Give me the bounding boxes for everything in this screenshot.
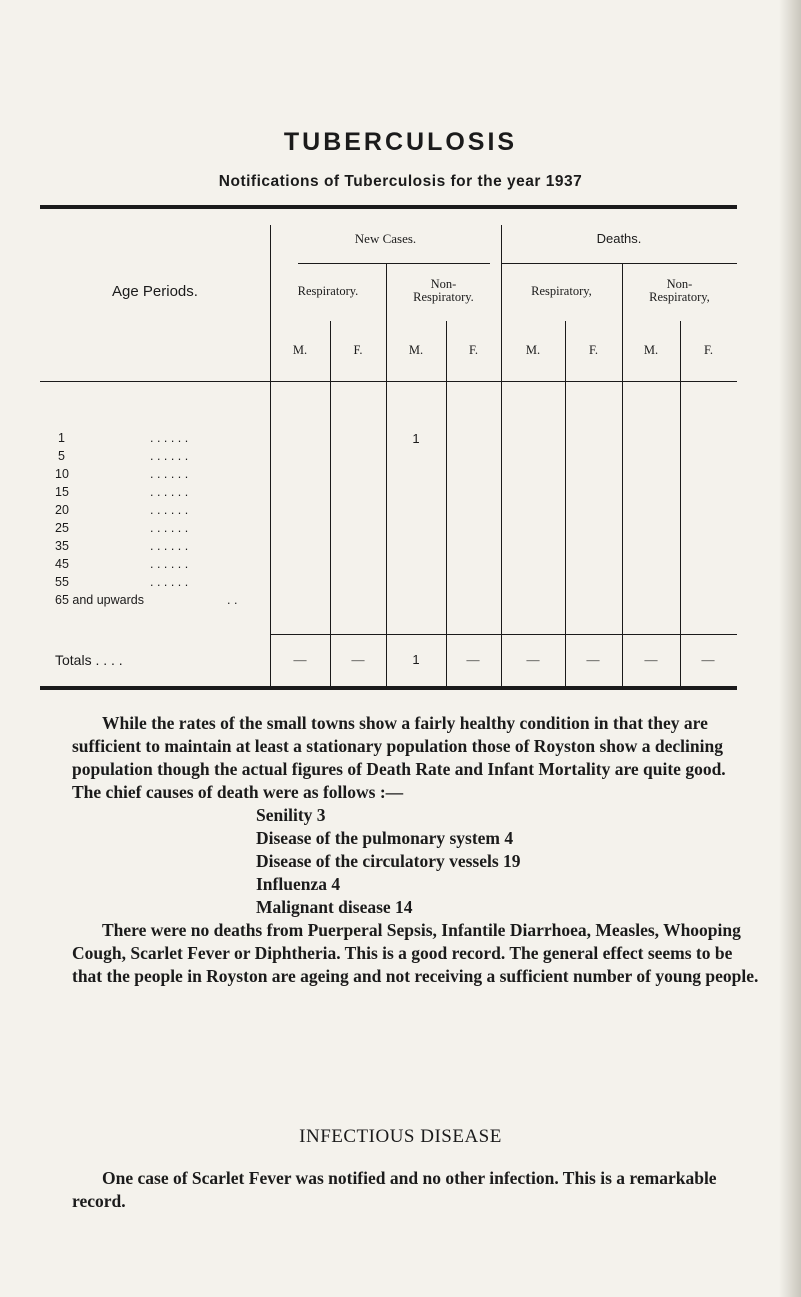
total-cell: — — [701, 652, 715, 667]
table-cell-value: 1 — [412, 431, 420, 446]
total-cell: — — [466, 652, 480, 667]
respiratory-deaths-header: Respiratory, — [531, 284, 592, 298]
leader-dots: . . . . . . — [150, 557, 189, 571]
table-bottom-rule — [40, 686, 737, 690]
leader-dots: . . . . . . — [150, 431, 189, 445]
age-period-row: 25 — [55, 521, 69, 535]
body-text — [72, 712, 762, 988]
sex-header: F. — [703, 343, 714, 357]
leader-dots: . . . . . . — [150, 467, 189, 481]
total-cell: — — [644, 652, 658, 667]
paragraph-no-deaths: There were no deaths from Puerperal Sepsis, Infantile Diarrhoea, Measles, Whooping Cough, Scarlet Fever or Diphtheria. This is a good record. The general effect seems to be that the people in Royston are ageing and not receiving a sufficient number of young people. — [72, 920, 759, 986]
causes-intro: The chief causes of death were as follows :— — [72, 782, 404, 802]
cause-item: Disease of the pulmonary system 4 — [256, 828, 514, 848]
new-cases-header: New Cases. — [354, 231, 417, 246]
age-period-row: 5 — [58, 449, 65, 463]
total-cell: — — [526, 652, 540, 667]
table-caption: Notifications of Tuberculosis for the year 1937 — [218, 173, 583, 190]
non-respiratory-new-line2: Respiratory. — [413, 290, 474, 304]
header-bottom-rule — [40, 381, 737, 382]
age-period-row: 35 — [55, 539, 69, 553]
age-period-row: 15 — [55, 485, 69, 499]
age-period-row: 20 — [55, 503, 69, 517]
total-cell: — — [351, 652, 365, 667]
paragraph-rates: While the rates of the small towns show a fairly healthy condition in that they are sufficient to maintain at least a stationary population those of Royston show a declining population though the actual figures of Death Rate and Infant Mortality are quite good. — [72, 713, 726, 779]
cause-item: Senility 3 — [256, 805, 326, 825]
col-rule-deaths — [622, 264, 623, 687]
non-respiratory-deaths-line1: Non- — [666, 277, 693, 291]
rule-deaths — [502, 263, 737, 264]
totals-rule — [270, 634, 737, 635]
col-rule-4 — [680, 321, 681, 687]
tuberculosis-table — [40, 205, 737, 690]
cause-item: Malignant disease 14 — [256, 897, 413, 917]
sex-header: M. — [643, 343, 659, 357]
leader-dots: . . . . . . — [150, 449, 189, 463]
age-period-row: 10 — [55, 467, 69, 481]
respiratory-new-header: Respiratory. — [297, 284, 359, 298]
non-respiratory-deaths-line2: Respiratory, — [649, 290, 710, 304]
col-rule-1 — [330, 321, 331, 687]
leader-dots: . . . . . . — [150, 521, 189, 535]
non-respiratory-new-line1: Non- — [430, 277, 457, 291]
cause-item: Disease of the circulatory vessels 19 — [256, 851, 521, 871]
non-respiratory-deaths-header — [622, 278, 737, 304]
non-respiratory-new-header — [386, 278, 501, 304]
age-periods-header: Age Periods. — [112, 283, 198, 300]
page-title: TUBERCULOSIS — [283, 128, 518, 156]
col-rule-new — [386, 264, 387, 687]
total-cell: — — [293, 652, 307, 667]
paragraph-scarlet-fever: One case of Scarlet Fever was notified and no other infection. This is a remarkable record. — [72, 1168, 717, 1211]
total-cell: 1 — [412, 652, 420, 667]
totals-label: Totals . . . . — [55, 652, 123, 668]
age-period-row: 45 — [55, 557, 69, 571]
age-period-row: 1 — [58, 431, 65, 445]
col-rule-3 — [565, 321, 566, 687]
section-heading: INFECTIOUS DISEASE — [299, 1126, 502, 1147]
sex-header: F. — [353, 343, 363, 357]
sex-header: M. — [292, 343, 308, 357]
cause-item: Influenza 4 — [256, 874, 341, 894]
deaths-header: Deaths. — [596, 231, 642, 246]
rule-new-cases — [298, 263, 490, 264]
age-period-row: 65 and upwards — [55, 593, 144, 607]
leader-dots: . . . . . . — [150, 485, 189, 499]
table-top-rule — [40, 205, 737, 209]
leader-dots: . . . . . . — [150, 539, 189, 553]
infectious-disease-text — [72, 1167, 762, 1213]
sex-header: F. — [588, 343, 599, 357]
sex-header: M. — [525, 343, 541, 357]
col-rule-2 — [446, 321, 447, 687]
sex-header: F. — [468, 343, 479, 357]
total-cell: — — [586, 652, 600, 667]
sex-header: M. — [408, 343, 424, 357]
leader-dots: . . . . . . — [150, 503, 189, 517]
leader-dots: . . — [227, 593, 238, 607]
page-edge-shadow — [779, 0, 801, 1297]
age-period-row: 55 — [55, 575, 69, 589]
leader-dots: . . . . . . — [150, 575, 189, 589]
